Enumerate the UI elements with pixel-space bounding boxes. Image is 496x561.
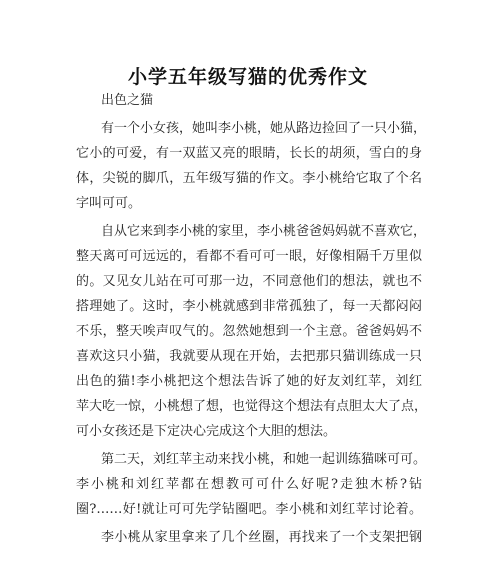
text-line: 体，尖锐的脚爪，五年级写猫的作文。李小桃给它取了个名 [76,171,422,186]
text-line: 有一个小女孩，她叫李小桃，她从路边捡回了一只小猫， [101,121,427,136]
text-line: 可小女孩还是下定决心完成这个大胆的想法。 [76,424,337,439]
text-line: 的。又见女儿站在可可那一边，不同意他们的想法，就也不 [76,274,422,289]
text-line: 出色的猫!李小桃把这个想法告诉了她的好友刘红苹，刘红 [76,374,422,389]
text-line: 整天离可可远远的，看都不看可可一眼，好像相隔千万里似 [76,249,422,264]
text-line: 苹大吃一惊，小桃想了想，也觉得这个想法有点胆太大了点， [76,399,428,414]
text-line: 搭理她了。这时，李小桃就感到非常孤独了，每一天都闷闷 [76,299,422,314]
document-subtitle: 出色之猫 [101,93,154,108]
text-line: 自从它来到李小桃的家里，李小桃爸爸妈妈就不喜欢它， [101,224,427,239]
document-title: 小学五年级写猫的优秀作文 [127,66,368,88]
text-line: 圈?……好!就让可可先学钻圈吧。李小桃和刘红苹讨论着。 [76,502,422,517]
text-line: 字叫可可。 [76,196,142,211]
text-line: 李小桃和刘红苹都在想教可可什么好呢?走独木桥?钻 [76,477,422,492]
text-line: 李小桃从家里拿来了几个丝圈，再找来了一个支架把钢 [101,530,422,545]
text-line: 不乐，整天唉声叹气的。忽然她想到一个主意。爸爸妈妈不 [76,324,422,339]
text-line: 它小的可爱，有一双蓝又亮的眼睛，长长的胡须，雪白的身 [76,146,422,161]
text-line: 第二天，刘红苹主动来找小桃，和她一起训练猫咪可可。 [101,452,427,467]
text-line: 喜欢这只小猫，我就要从现在开始，去把那只猫训练成一只 [76,349,422,364]
